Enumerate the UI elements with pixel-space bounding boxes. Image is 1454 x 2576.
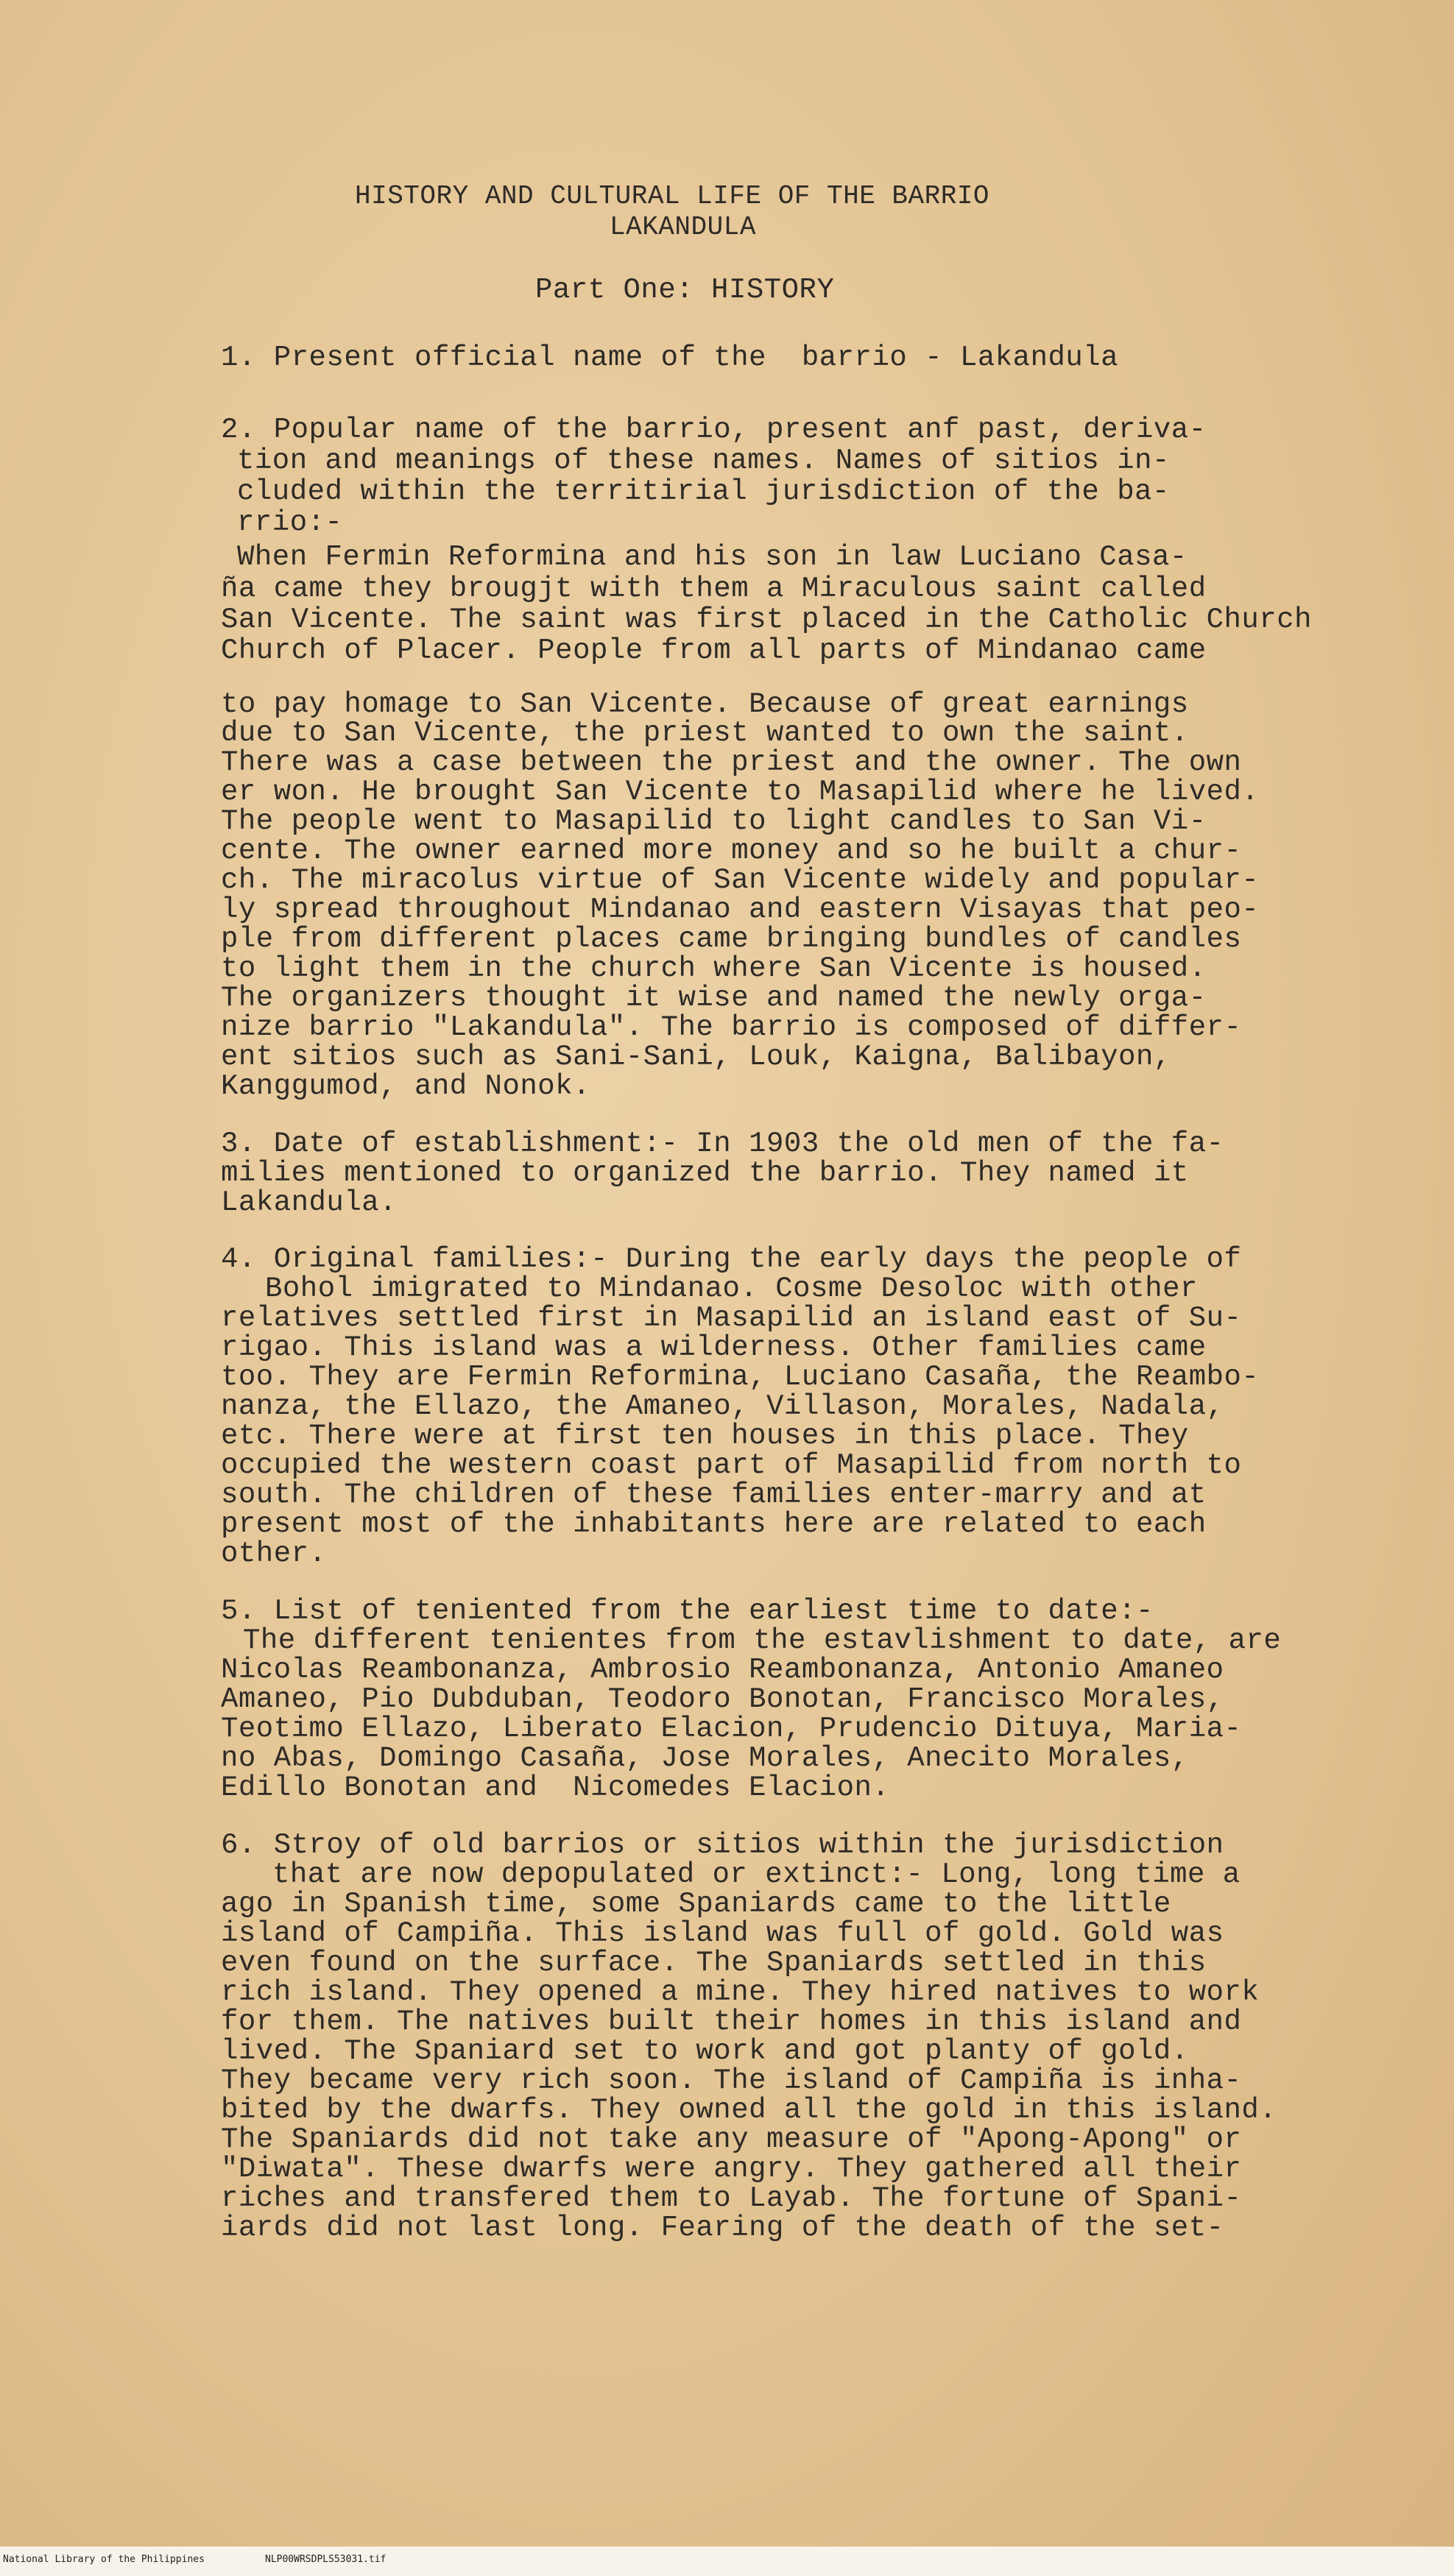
- text-line: San Vicente. The saint was first placed in the Catholic Church: [221, 604, 1313, 636]
- text-line: nize barrio "Lakandula". The barrio is composed of differ-: [221, 1011, 1242, 1044]
- text-line: no Abas, Domingo Casaña, Jose Morales, Anecito Morales,: [221, 1742, 1189, 1774]
- text-line: ple from different places came bringing bundles of candles: [221, 923, 1242, 955]
- text-line: island of Campiña. This island was full of gold. Gold was: [221, 1917, 1224, 1950]
- text-line: 3. Date of establishment:- In 1903 the old men of the fa-: [221, 1128, 1224, 1160]
- text-line: milies mentioned to organized the barrio. They named it: [221, 1157, 1189, 1189]
- text-line: Bohol imigrated to Mindanao. Cosme Desoloc with other: [265, 1273, 1198, 1305]
- text-line: to light them in the church where San Vicente is housed.: [221, 952, 1207, 985]
- text-line: 2. Popular name of the barrio, present anf past, deriva-: [221, 414, 1207, 446]
- text-line: Kanggumod, and Nonok.: [221, 1070, 590, 1103]
- text-line: too. They are Fermin Reformina, Luciano Casaña, the Reambo-: [221, 1361, 1260, 1393]
- text-line: to pay homage to San Vicente. Because of great earnings: [221, 688, 1189, 721]
- text-line: for them. The natives built their homes in this island and: [221, 2006, 1242, 2038]
- text-line: The people went to Masapilid to light candles to San Vi-: [221, 805, 1207, 838]
- text-line: bited by the dwarfs. They owned all the gold in this island.: [221, 2094, 1277, 2126]
- text-line: The Spaniards did not take any measure of "Apong-Apong" or: [221, 2123, 1242, 2156]
- text-line: etc. There were at first ten houses in this place. They: [221, 1420, 1189, 1452]
- text-line: ña came they brougjt with them a Miraculous saint called: [221, 573, 1207, 605]
- text-line: cluded within the territirial jurisdiction of the ba-: [237, 475, 1170, 508]
- text-line: that are now depopulated or extinct:- Long, long time a: [272, 1858, 1241, 1891]
- text-line: rich island. They opened a mine. They hired natives to work: [221, 1976, 1260, 2009]
- text-line: ago in Spanish time, some Spaniards came to the little: [221, 1888, 1171, 1920]
- text-line: rigao. This island was a wilderness. Other families came: [221, 1331, 1207, 1364]
- text-line: ent sitios such as Sani-Sani, Louk, Kaigna, Balibayon,: [221, 1041, 1171, 1073]
- text-line: The organizers thought it wise and named the newly orga-: [221, 982, 1207, 1014]
- text-line: occupied the western coast part of Masapilid from north to: [221, 1449, 1242, 1482]
- text-line: Edillo Bonotan and Nicomedes Elacion.: [221, 1772, 890, 1804]
- text-line: 6. Stroy of old barrios or sitios within the jurisdiction: [221, 1829, 1224, 1861]
- text-line: 1. Present official name of the barrio - Lakandula: [221, 342, 1119, 374]
- text-line: ly spread throughout Mindanao and eastern Visayas that peo-: [221, 894, 1260, 926]
- section-heading: Part One: HISTORY: [535, 274, 835, 306]
- text-line: ch. The miracolus virtue of San Vicente widely and popular-: [221, 864, 1260, 896]
- text-line: When Fermin Reformina and his son in law Luciano Casa-: [237, 541, 1187, 573]
- text-line: Amaneo, Pio Dubduban, Teodoro Bonotan, Francisco Morales,: [221, 1683, 1224, 1716]
- text-line: present most of the inhabitants here are related to each: [221, 1508, 1207, 1540]
- text-line: lived. The Spaniard set to work and got planty of gold.: [221, 2035, 1189, 2067]
- text-line: other.: [221, 1538, 327, 1570]
- text-line: The different tenientes from the estavlishment to date, are: [243, 1624, 1282, 1657]
- text-line: tion and meanings of these names. Names of sitios in-: [237, 445, 1170, 477]
- text-line: even found on the surface. The Spaniards settled in this: [221, 1947, 1207, 1979]
- library-credit: National Library of the Philippines: [3, 2554, 205, 2565]
- document-title: HISTORY AND CULTURAL LIFE OF THE BARRIO: [355, 181, 990, 211]
- file-id: NLP00WRSDPLS53031.tif: [265, 2554, 387, 2565]
- text-line: due to San Vicente, the priest wanted to own the saint.: [221, 717, 1189, 749]
- text-line: "Diwata". These dwarfs were angry. They gathered all their: [221, 2153, 1242, 2185]
- text-line: 4. Original families:- During the early days the people of: [221, 1243, 1242, 1275]
- text-line: south. The children of these families enter-marry and at: [221, 1479, 1207, 1511]
- text-line: Church of Placer. People from all parts of Mindanao came: [221, 634, 1207, 667]
- text-line: 5. List of teniented from the earliest time to date:-: [221, 1595, 1154, 1627]
- scan-footer: [0, 2547, 1454, 2576]
- text-line: relatives settled first in Masapilid an island east of Su-: [221, 1302, 1242, 1334]
- text-line: rrio:-: [237, 506, 343, 539]
- text-line: nanza, the Ellazo, the Amaneo, Villason, Morales, Nadala,: [221, 1390, 1224, 1423]
- text-line: riches and transfered them to Layab. The fortune of Spani-: [221, 2182, 1242, 2215]
- text-line: cente. The owner earned more money and so he built a chur-: [221, 835, 1242, 867]
- text-line: iards did not last long. Fearing of the death of the set-: [221, 2212, 1224, 2244]
- text-line: Nicolas Reambonanza, Ambrosio Reambonanza, Antonio Amaneo: [221, 1654, 1224, 1686]
- text-line: They became very rich soon. The island of Campiña is inha-: [221, 2064, 1242, 2097]
- text-line: There was a case between the priest and the owner. The own: [221, 746, 1242, 779]
- document-title-barrio: LAKANDULA: [610, 212, 756, 242]
- text-line: Lakandula.: [221, 1186, 398, 1219]
- text-line: Teotimo Ellazo, Liberato Elacion, Prudencio Dituya, Maria-: [221, 1713, 1242, 1745]
- text-line: er won. He brought San Vicente to Masapilid where he lived.: [221, 776, 1260, 808]
